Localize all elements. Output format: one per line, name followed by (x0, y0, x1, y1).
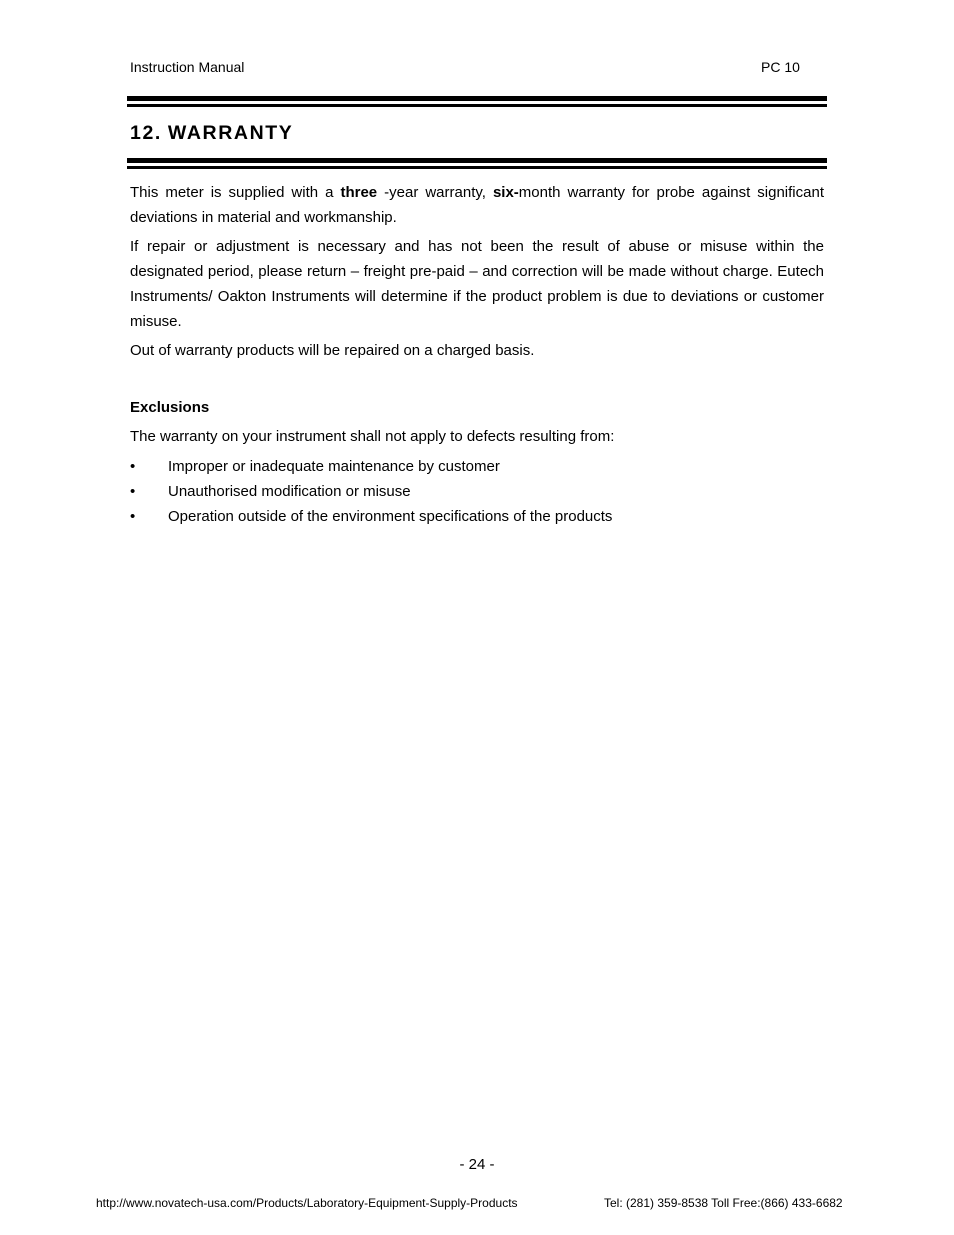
list-item-text: Improper or inadequate maintenance by customer (168, 458, 500, 475)
paragraph-warranty-terms (130, 180, 824, 230)
top-rule-thick (127, 96, 827, 101)
bold-six: six- (492, 184, 519, 201)
footer-url: http://www.novatech-usa.com/Products/Laboratory-Equipment-Supply-Products (96, 1196, 518, 1210)
header-model: PC 10 (761, 59, 800, 75)
bottom-rule-thick (127, 158, 827, 163)
warranty-body (130, 180, 824, 367)
bullet-icon: • (130, 458, 136, 475)
list-item-text: Unauthorised modification or misuse (168, 483, 411, 500)
paragraph-out-of-warranty: Out of warranty products will be repaired on a charged basis. (130, 342, 535, 359)
exclusions-heading: Exclusions (130, 399, 210, 416)
footer-contact: Tel: (281) 359-8538 Toll Free:(866) 433-6682 (604, 1196, 843, 1210)
bullet-icon: • (130, 508, 136, 525)
list-item-text: Operation outside of the environment specifications of the products (168, 508, 613, 525)
section-number: 12. (130, 122, 162, 144)
top-rule-thin (127, 104, 827, 107)
bottom-rule-thin (127, 166, 827, 169)
text-run: -year warranty, (377, 184, 493, 201)
text-run: This meter is supplied with a (130, 184, 341, 201)
bullet-icon: • (130, 483, 136, 500)
section-title-text: WARRANTY (167, 122, 294, 144)
section-title (130, 122, 293, 145)
paragraph-repair: If repair or adjustment is necessary and has not been the result of abuse or misuse within the designated period, please return – freight pre-paid – and correction will be made without charge. Eutech Instruments/ Oakton Instruments will determine if the product problem is due to deviations or customer misuse. (130, 238, 824, 330)
header-manual-title: Instruction Manual (130, 59, 245, 75)
text-run: month warranty for probe against significant deviations in material and workmanship. (130, 184, 824, 226)
page-number: - 24 - (459, 1156, 495, 1173)
bold-three: three (340, 184, 378, 201)
exclusions-intro: The warranty on your instrument shall not apply to defects resulting from: (130, 428, 615, 445)
